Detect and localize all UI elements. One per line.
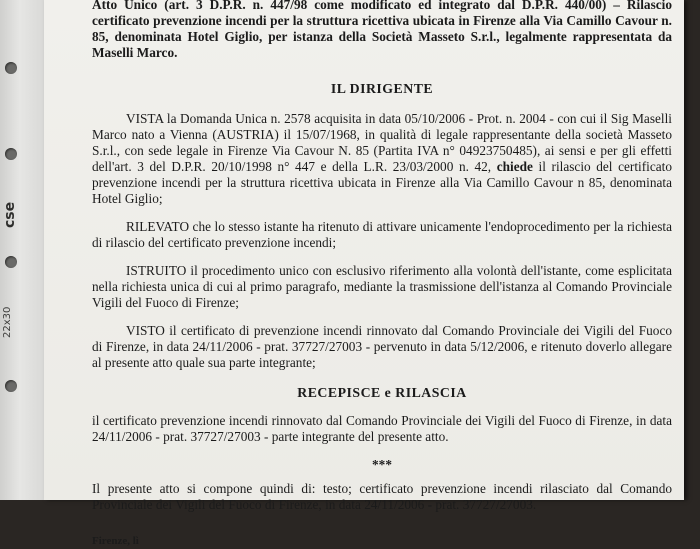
vista-tail: il rilascio del certificato prevenzione incendi per la struttura ricettiva ubicata in Firenze alla Via Camillo Cavour n 85, denominata Hotel Giglio; <box>92 159 672 206</box>
paragraph-composition: Il presente atto si compone quindi di: testo; certificato prevenzione incendi rilasciato dal Comando Provinciale dei Vigili del Fuoco di Firenze, in data 24/11/2006 - prat. 37727/27003. <box>92 481 672 512</box>
strip-code-bottom: 22x30 <box>2 306 13 338</box>
punch-hole <box>5 256 17 268</box>
footer-place-date: Firenze, lì <box>92 535 139 547</box>
paragraph-visto: VISTO il certificato di prevenzione incendi rinnovato dal Comando Provinciale dei Vigili del Fuoco di Firenze, in data 24/11/2006 - prat. 37727/27003 - pervenuto in data 5/12/2006, e ritenuto doverlo allegare al presente atto quale sua parte integrante; <box>92 323 672 370</box>
vista-lead: VISTA <box>126 111 164 126</box>
punch-hole <box>5 62 17 74</box>
strip-code-top: cse <box>2 201 18 228</box>
document-page <box>44 0 684 547</box>
punch-hole <box>5 148 17 160</box>
document-header: Atto Unico (art. 3 D.P.R. n. 447/98 come modificato ed integrato dal D.P.R. 440/00) – Rilascio certificato prevenzione incendi per la struttura ricettiva ubicata in Firenze alla Via Camillo Cavour n. 85, denominata Hotel Giglio, per istanza della Società Masseto S.r.l., legalmente rappresentata da Maselli Marco. <box>92 0 672 60</box>
binder-strip <box>0 0 45 500</box>
document-body <box>92 0 672 549</box>
paragraph-rilevato: RILEVATO che lo stesso istante ha ritenuto di attivare unicamente l'endoprocedimento per la richiesta di rilascio del certificato prevenzione incendi; <box>92 219 672 250</box>
vista-body: la Domanda Unica n. 2578 acquisita in data 05/10/2006 - Prot. n. 2004 - con cui il Sig Maselli Marco nato a Vienna (AUSTRIA) il 15/07/1968, in qualità di legale rappresentante della società Masseto S.r.l., con sede legale in Firenze Via Cavour N. 85 (Partita IVA n° 04923750485), ai sensi e per gli effetti dell'art. 3 del D.P.R. 20/10/1998 n° 447 e della L.R. 23/03/2000 n. 42, <box>92 111 672 174</box>
paragraph-rilascia: il certificato prevenzione incendi rinnovato dal Comando Provinciale dei Vigili del Fuoco di Firenze, in data 24/11/2006 - prat. 37727/27003 - parte integrante del presente atto. <box>92 413 672 444</box>
vista-chiede: chiede <box>496 159 533 174</box>
punch-hole <box>5 380 17 392</box>
separator: *** <box>372 457 392 472</box>
page-title: IL DIRIGENTE <box>330 81 434 96</box>
paragraph-istruito: ISTRUITO il procedimento unico con esclusivo riferimento alla volontà dell'istante, come esplicitata nella richiesta unica di cui al primo paragrafo, mediante la trasmissione dell'istanza al Comando Provinciale Vigili del Fuoco di Firenze; <box>92 263 672 310</box>
paragraph-vista <box>92 111 672 207</box>
section-title: RECEPISCE e RILASCIA <box>297 385 467 400</box>
